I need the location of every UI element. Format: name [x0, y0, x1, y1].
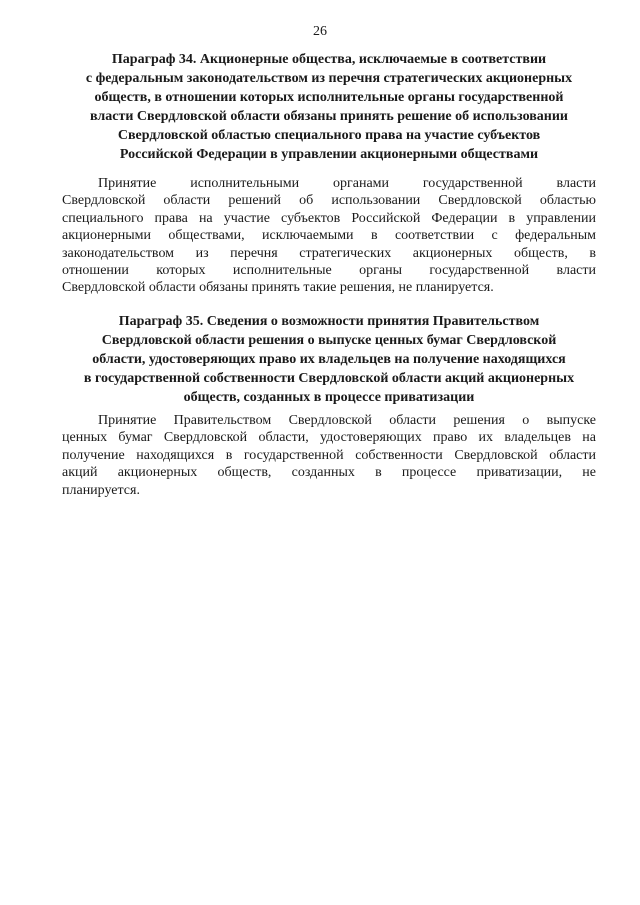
body-line: Свердловской области обязаны принять такие решения, не планируется. — [62, 280, 494, 296]
body-line: получение находящихся в государственной собственности Свердловской области — [62, 447, 596, 463]
body-line: законодательством из перечня стратегических акционерных обществ, в — [62, 245, 596, 261]
body-line: Принятие Правительством Свердловской области решения о выпуске — [98, 413, 596, 428]
heading-line: Свердловской областью специального права на участие субъектов — [117, 128, 541, 143]
heading-line: обществ, созданных в процессе приватизации — [183, 390, 475, 405]
heading-text — [62, 50, 596, 164]
section-35-body — [62, 412, 596, 499]
body-line: акций акционерных обществ, созданных в процессе приватизации, не — [62, 465, 596, 481]
body-paragraph — [62, 175, 596, 297]
body-line: специального права на участие субъектов Российской Федерации в управлении — [62, 210, 596, 226]
heading-line: Параграф 35. Сведения о возможности принятия Правительством — [118, 314, 540, 329]
heading-line: власти Свердловской области обязаны принять решение об использовании — [90, 109, 568, 124]
heading-line: в государственной собственности Свердловской области акций акционерных — [83, 371, 575, 386]
body-line: Свердловской области решений об использовании Свердловской областью — [62, 193, 596, 209]
heading-line: области, удостоверяющих право их владельцев на получение находящихся — [92, 352, 566, 367]
page-number: 26 — [313, 24, 327, 39]
section-35-heading — [62, 312, 596, 407]
heading-line: Параграф 34. Акционерные общества, исключаемые в соответствии — [111, 52, 547, 67]
body-line: планируется. — [62, 482, 140, 498]
heading-line: обществ, в отношении которых исполнительные органы государственной — [94, 90, 564, 105]
section-34-heading — [62, 50, 596, 164]
body-line: акционерными обществами, исключаемыми в соответствии с федеральным — [62, 228, 596, 244]
body-line: Принятие исполнительными органами государственной власти — [98, 176, 596, 191]
body-line: ценных бумаг Свердловской области, удостоверяющих право их владельцев на — [62, 430, 596, 446]
heading-line: с федеральным законодательством из перечня стратегических акционерных — [85, 71, 573, 86]
body-paragraph — [62, 412, 596, 499]
heading-line: Российской Федерации в управлении акционерными обществами — [119, 147, 539, 162]
body-line: отношении которых исполнительные органы государственной власти — [62, 263, 596, 279]
heading-line: Свердловской области решения о выпуске ценных бумаг Свердловской — [101, 333, 557, 348]
heading-text — [62, 312, 596, 407]
section-34-body — [62, 175, 596, 297]
